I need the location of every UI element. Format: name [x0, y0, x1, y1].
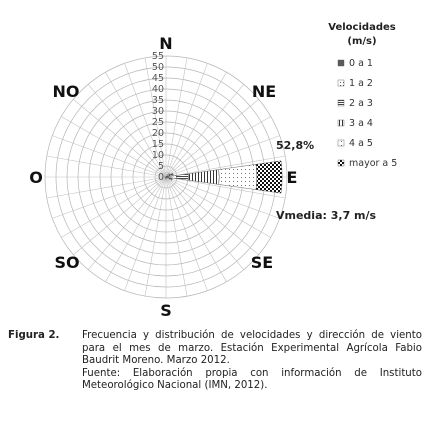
radial-tick-label: 50 [151, 62, 164, 73]
caption-body [82, 330, 422, 393]
legend-swatch [338, 80, 344, 86]
direction-label-se: SE [250, 253, 274, 272]
sector-segment [219, 164, 257, 189]
radial-tick-label: 25 [151, 117, 164, 128]
direction-label-no: NO [52, 82, 80, 101]
caption-label: Figura 2. [8, 330, 60, 341]
legend-label: mayor a 5 [349, 158, 398, 169]
radial-tick-label: 0 [157, 172, 164, 183]
legend-swatch [338, 120, 344, 126]
radial-tick-label: 30 [151, 106, 164, 117]
legend-swatch [338, 140, 344, 146]
legend-label: 1 a 2 [349, 78, 373, 89]
radial-tick-label: 35 [151, 95, 164, 106]
sector-segment [256, 161, 282, 193]
legend-swatch [338, 160, 344, 166]
legend-subtitle: (m/s) [347, 36, 377, 47]
wind-sectors [165, 161, 282, 193]
radial-tick-label: 5 [157, 161, 164, 172]
direction-label-o: O [29, 168, 43, 187]
direction-label-n: N [159, 34, 173, 53]
radial-tick-label: 40 [151, 84, 164, 95]
radial-tick-label: 55 [151, 51, 164, 62]
legend-swatch [338, 60, 344, 66]
legend-label: 2 a 3 [349, 98, 373, 109]
caption-source: Fuente: Elaboración propia con información de Instituto Meteorológico Nacional (IMN, 2012). [82, 367, 422, 391]
legend [328, 22, 397, 169]
direction-label-ne: NE [251, 82, 277, 101]
direction-label-so: SO [54, 253, 80, 272]
radial-tick-label: 15 [151, 139, 164, 150]
sector-segment [188, 170, 219, 185]
sector-segment [166, 178, 167, 179]
legend-label: 3 a 4 [349, 118, 373, 129]
legend-swatch [338, 100, 344, 106]
legend-title: Velocidades [328, 22, 396, 33]
caption-text: Frecuencia y distribución de velocidades y dirección de viento para el mes de marzo. Estación Experimental Agrícola Fabio Baudrit Moreno. Marzo 2012. [82, 330, 422, 366]
radial-ticks [152, 51, 164, 183]
max-percentage-label: 52,8% [276, 139, 315, 152]
direction-label-s: S [160, 301, 172, 320]
radial-tick-label: 10 [151, 150, 164, 161]
vmedia-label: Vmedia: 3,7 m/s [276, 209, 377, 222]
legend-label: 4 a 5 [349, 138, 373, 149]
radial-tick-label: 45 [151, 73, 164, 84]
radial-tick-label: 20 [151, 128, 164, 139]
legend-label: 0 a 1 [349, 58, 373, 69]
direction-label-e: E [286, 168, 298, 187]
